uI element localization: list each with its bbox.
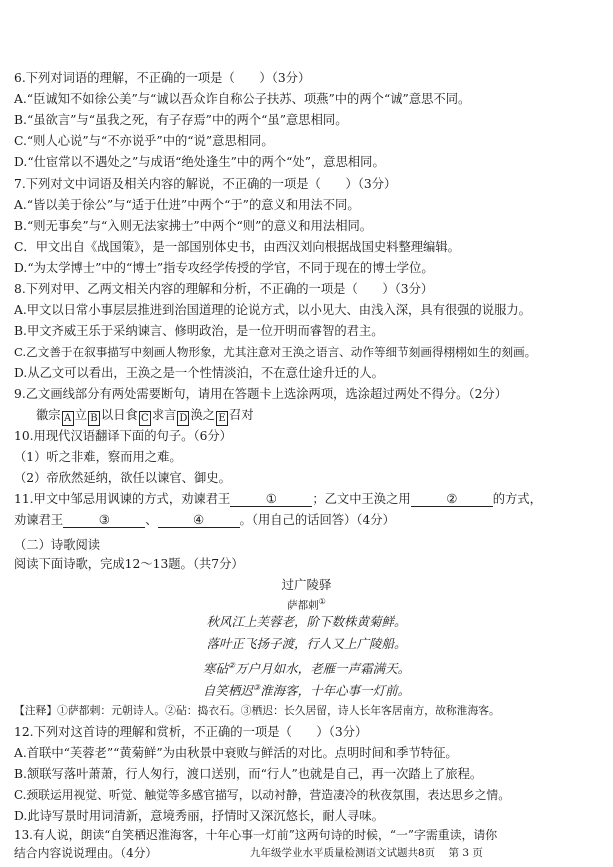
poetry-section-title: （二）诗歌阅读 (14, 538, 101, 552)
q8-option-d: D.从乙文可以看出，王涣之是一个性情淡泊，不在意仕途升迁的人。 (14, 366, 384, 380)
q7-option-b: B.“则无事矣”与“入则无法家拂士”中两个“则”的意义和用法相同。 (14, 219, 373, 233)
poem-line-2: 落叶正飞扬子渡，行人又上广陵船。 (206, 636, 407, 651)
q12-option-b: B.颔联写落叶萧萧，行人匆行，渡口送别，而“行人”也就是自己，再一次踏上了旅程。 (14, 767, 483, 781)
q11-blank-4[interactable]: ④ (158, 513, 240, 528)
q8-option-b: B.甲文齐威王乐于采纳谏言、修明政治，是一位开明而睿智的君主。 (14, 324, 384, 338)
q13-line-2: 结合内容说说理由。（4分） (14, 846, 158, 860)
poetry-instruction: 阅读下面诗歌，完成12～13题。（共7分） (14, 557, 244, 571)
q12-option-d: D.此诗写景时用词清新，意境秀丽，抒情时又深沉悠长，耐人寻味。 (14, 809, 384, 823)
q12-stem: 12.下列对这首诗的理解和赏析，不正确的一项是（ ）（3分） (14, 725, 368, 739)
q11-line-2 (14, 512, 395, 528)
poem-line-4-pre: 自笑栖迟 (202, 683, 253, 699)
q7-option-a: A.“皆以美于徐公”与“适于仕进”中两个“于”的意义和用法不同。 (14, 198, 360, 212)
q9-part-2: 立 (74, 408, 87, 422)
q7-option-c: C．甲文出自《战国策》，是一部国别体史书，由西汉刘向根据战国史料整理编辑。 (14, 240, 460, 254)
poem-line-3-pre: 寒砧 (202, 661, 228, 677)
poem-title: 过广陵驿 (281, 577, 332, 592)
page-footer (250, 846, 483, 860)
q7-stem: 7.下列对文中词语及相关内容的解说，不正确的一项是（ ）（3分） (14, 177, 397, 191)
poem-line-3 (0, 658, 613, 677)
q11-text-c: 的方式， (492, 492, 542, 506)
q7-option-d: D.“为太学博士”中的“博士”指专攻经学传授的学官，不同于现在的博士学位。 (14, 261, 434, 275)
poem-line-4-post: 淮海客，十年心事一灯前。 (260, 683, 411, 699)
q9-part-5: 涣之 (190, 408, 216, 422)
q9-stem: 9.乙文画线部分有两处需要断句，请用在答题卡上选涂两项，选涂超过两处不得分。（2分） (14, 387, 507, 401)
poem-annotation: 【注释】①萨都剌：元朝诗人。②砧：捣衣石。③栖迟：长久居留，诗人长年客居南方，故称淮海客。 (14, 704, 500, 717)
q11-separator: 、 (145, 513, 158, 527)
poem-line-1: 秋风江上芙蓉老，阶下数株黄菊鲜。 (206, 614, 407, 629)
q9-part-4: 求言 (151, 408, 177, 422)
q9-box-d[interactable]: D (179, 413, 188, 424)
q6-option-d: D.“仕宦常以不遇处之”与成语“绝处逢生”中的两个“处”，意思相同。 (14, 155, 385, 169)
poem-author-name: 萨都剌 (287, 599, 319, 612)
poem-author-note-mark: ① (318, 597, 326, 606)
q13-line-1: 13.有人说，朗读“自笑栖迟淮海客，十年心事一灯前”这两句诗的时候，“一”字需重读，请你 (14, 828, 498, 842)
q11-text-d: 劝谏君王 (14, 513, 64, 527)
q9-box-a[interactable]: A (62, 411, 74, 426)
poem-note-mark-3: ③ (252, 683, 261, 692)
q9-part-1: 徽宗 (36, 408, 61, 422)
q9-box-c[interactable]: C (139, 411, 151, 426)
q11-blank-3[interactable]: ③ (63, 513, 145, 528)
q11-blank-1[interactable]: ① (230, 492, 312, 507)
q10-item-1: （1）听之非难，察而用之难。 (14, 450, 182, 464)
q9-part-6: 召对 (229, 408, 254, 422)
q6-option-b: B.“虽欲言”与“虽我之死，有子存焉”中的两个“虽”意思相同。 (14, 113, 348, 127)
poem-line-3-post: 万户月如水，老雁一声霜满天。 (235, 661, 411, 677)
q9-sentence (36, 407, 254, 426)
q8-stem: 8.下列对甲、乙两文相关内容的理解和分析，不正确的一项是（ ）（3分） (14, 282, 434, 296)
q9-part-3: 以日食 (100, 408, 138, 422)
q6-stem: 6.下列对词语的理解，不正确的一项是（ ）（3分） (14, 71, 311, 85)
q11-blank-2[interactable]: ② (411, 492, 493, 507)
q8-option-c: C.乙文善于在叙事描写中刻画人物形象，尤其注意对王涣之语言、动作等细节刻画得栩栩如生的刻画。 (14, 345, 537, 359)
q11-text-b: ；乙文中王涣之用 (312, 492, 411, 506)
poem-line-4 (0, 680, 613, 699)
q8-option-a: A.甲文以日常小事层层推进到治国道理的论说方式，以小见大、由浅入深，具有很强的说服力。 (14, 303, 531, 317)
q9-box-b[interactable]: B (88, 411, 100, 426)
footer-page-number: 第 3 页 (448, 847, 483, 859)
q9-box-e[interactable]: E (216, 411, 228, 426)
q10-stem: 10.用现代汉语翻译下面的句子。（6分） (14, 429, 232, 443)
q6-option-a: A.“臣诚知不如徐公美”与“诚以吾众诈自称公子扶苏、项燕”中的两个“诚”意思不同。 (14, 92, 471, 106)
poem-author (0, 594, 613, 614)
q12-option-a: A.首联中“芙蓉老”“黄菊鲜”为由秋景中衰败与鲜活的对比。点明时间和季节特征。 (14, 746, 458, 760)
q10-item-2: （2）帝欣然延纳，欲任以谏官、御史。 (14, 471, 231, 485)
q11-line-1 (14, 491, 542, 507)
q11-text-a: 11.甲文中邹忌用讽谏的方式，劝谏君王 (14, 492, 231, 506)
q11-text-e: 。（用自己的话回答）（4分） (239, 513, 395, 527)
footer-exam-title: 九年级学业水平质量检测语文试题共8页 (250, 847, 436, 859)
q6-option-c: C.“则人心说”与“不亦说乎”中的“说”意思相同。 (14, 134, 274, 148)
poem-note-mark-2: ② (227, 661, 236, 670)
q12-option-c: C.颈联运用视觉、听觉、触觉等多感官描写，以动衬静，营造凄冷的秋夜氛围，表达思乡之情。 (14, 788, 511, 802)
